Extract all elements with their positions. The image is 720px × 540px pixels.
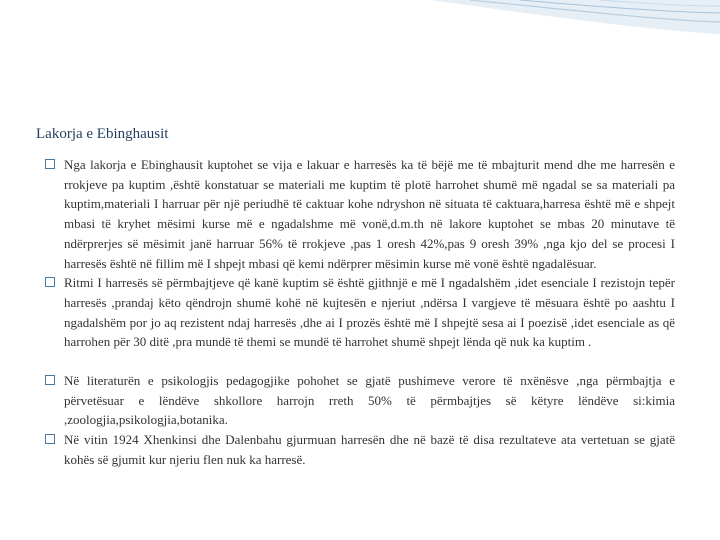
bullet-item bbox=[45, 155, 675, 273]
bullet-list bbox=[45, 155, 675, 470]
square-bullet-icon bbox=[45, 277, 55, 287]
bullet-text: Në literaturën e psikologjis pedagogjike pohohet se gjatë pushimeve verore të nxënësve ,nga përmbajtja e përvetësuar e lëndëve shkollore harrojn rreth 50% të përmbajtjes së këtyre lëndëve si:kimia ,zoologjia,psikologjia,botanika. bbox=[64, 373, 675, 428]
bullet-text: Nga lakorja e Ebinghausit kuptohet se vija e lakuar e harresës ka të bëjë me të mbajturit mend dhe me harresën e rrokjeve pa kuptim ,është konstatuar se materiali me kuptim të plotë harrohet shumë më ngadal se sa materiali pa kuptim,materiali I harruar për një periudhë të caktuar kohe ndryshon në situata të caktuara,harresa është më e shpejt mbasi të kryhet mësimi kurse më e ngadalshme më vonë,d.m.th në lakore kuptohet se mbas 20 minutave të ndërprerjes së mësimit janë harruar 56% të rrokjeve ,pas 1 oresh 42%,pas 9 oresh 39% ,nga kjo del se procesi I harresës është në fillim më I shpejt mbasi që kemi ndërprer mësimin kurse më vonë është ngadalësuar. bbox=[64, 157, 675, 271]
decorative-swoosh bbox=[0, 0, 720, 120]
bullet-item bbox=[45, 371, 675, 430]
square-bullet-icon bbox=[45, 375, 55, 385]
bullet-text: Ritmi I harresës së përmbajtjeve që kanë kuptim së është gjithnjë e më I ngadalshëm ,idet esenciale I rezistojn tepër harresës ,prandaj këto qëndrojn shumë kohë në kujtesën e njeriut ,ndërsa I vargjeve të mësuara është po aashtu I ngadalshëm por jo aq rezistent ndaj harresës ,dhe ai I prozës është më I shpejtë sesa ai I poezisë ,idet esenciale as që harrohen për 30 ditë ,pra mundë të themi se mundë të harrohet shumë shpejt lënda që nuk ka kuptim . bbox=[64, 275, 675, 350]
square-bullet-icon bbox=[45, 434, 55, 444]
bullet-item bbox=[45, 273, 675, 352]
bullet-item bbox=[45, 430, 675, 469]
square-bullet-icon bbox=[45, 159, 55, 169]
slide-title: Lakorja e Ebinghausit bbox=[36, 126, 169, 142]
bullet-text: Në vitin 1924 Xhenkinsi dhe Dalenbahu gjurmuan harresën dhe në bazë të disa rezultateve ata vertetuan se gjatë kohës së gjumit kur njeriu flen nuk ka harresë. bbox=[64, 432, 675, 467]
